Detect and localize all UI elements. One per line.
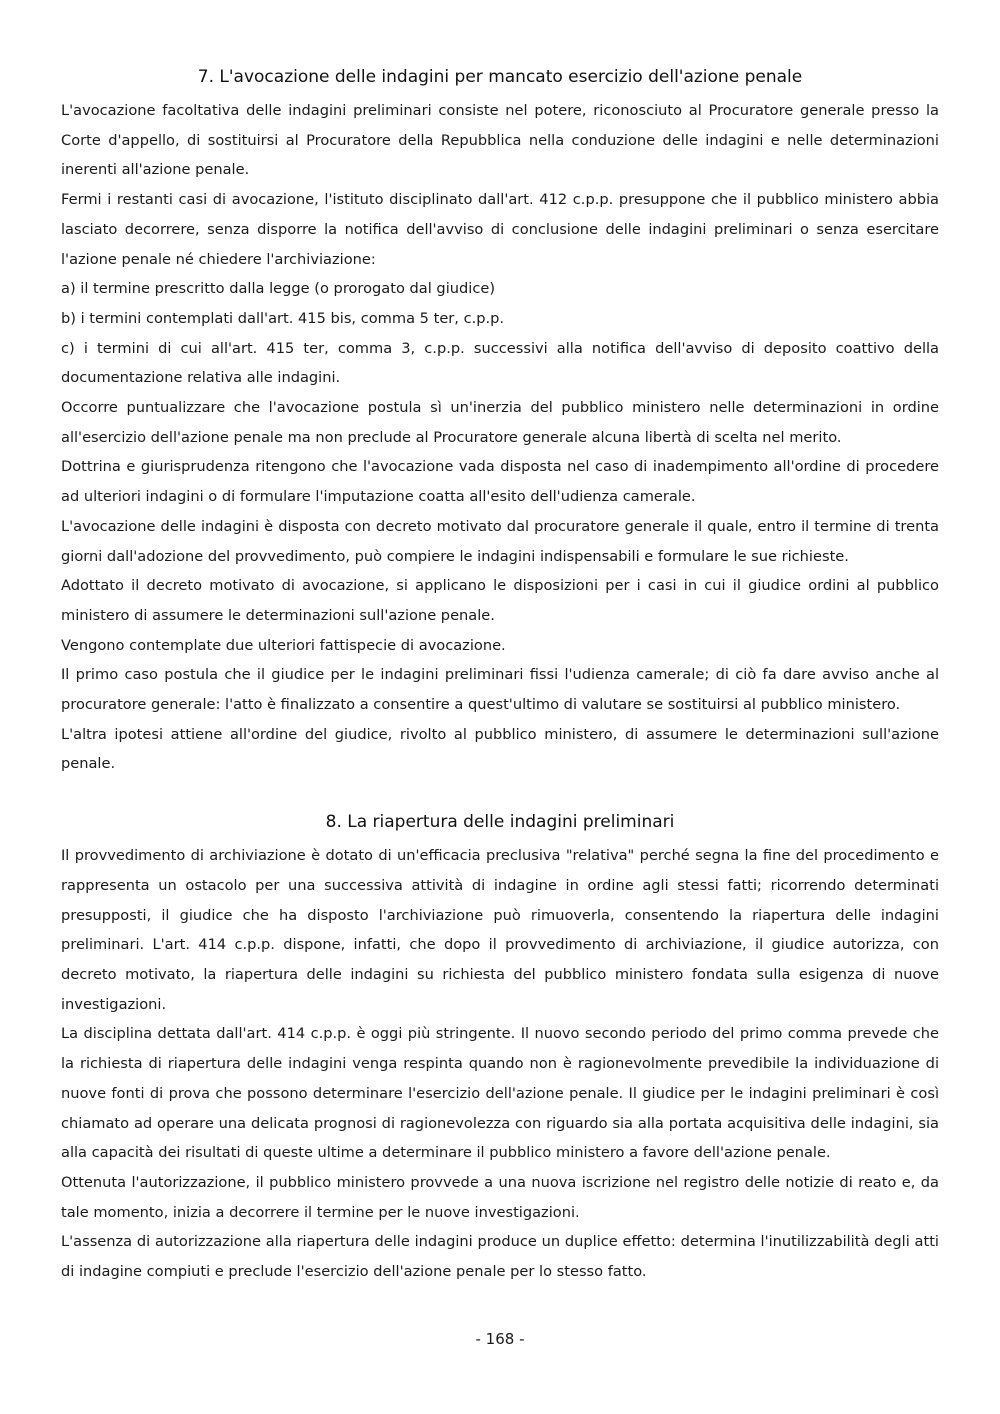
paragraph: Vengono contemplate due ulteriori fattispecie di avocazione.	[61, 636, 506, 654]
paragraph: Occorre puntualizzare che l'avocazione postula sì un'inerzia del pubblico ministero nelle determinazioni in ordine all'esercizio dell'azione penale ma non preclude al Procuratore generale alcuna libertà di scelta nel merito.	[61, 399, 939, 446]
section-7	[61, 64, 939, 779]
paragraph: L'assenza di autorizzazione alla riapertura delle indagini produce un duplice effetto: determina l'inutilizzabilità degli atti di indagine compiuti e preclude l'esercizio dell'azione penale per lo stesso fatto.	[61, 1233, 939, 1281]
paragraph: Fermi i restanti casi di avocazione, l'istituto disciplinato dall'art. 412 c.p.p. presuppone che il pubblico ministero abbia lasciato decorrere, senza disporre la notifica dell'avviso di conclusione delle indagini preliminari o senza esercitare l'azione penale né chiedere l'archiviazione:	[61, 191, 939, 268]
list-item-a: a) il termine prescritto dalla legge (o prorogato dal giudice)	[61, 280, 496, 298]
paragraph: L'altra ipotesi attiene all'ordine del giudice, rivolto al pubblico ministero, di assumere le determinazioni sull'azione penale.	[61, 725, 939, 773]
paragraph: L'avocazione facoltativa delle indagini preliminari consiste nel potere, riconosciuto al Procuratore generale presso la Corte d'appello, di sostituirsi al Procuratore della Repubblica nella conduzione delle indagini e nelle determinazioni inerenti all'azione penale.	[61, 102, 939, 179]
page-number: - 168 -	[475, 1330, 525, 1348]
paragraph: Dottrina e giurisprudenza ritengono che l'avocazione vada disposta nel caso di inadempimento all'ordine di procedere ad ulteriori indagini o di formulare l'imputazione coatta all'esito dell'udienza camerale.	[61, 458, 939, 506]
paragraph: Ottenuta l'autorizzazione, il pubblico ministero provvede a una nuova iscrizione nel registro delle notizie di reato e, da tale momento, inizia a decorrere il termine per le nuove investigazioni.	[61, 1173, 939, 1221]
paragraph: Adottato il decreto motivato di avocazione, si applicano le disposizioni per i casi in cui il giudice ordini al pubblico ministero di assumere le determinazioni sull'azione penale.	[61, 577, 939, 624]
list-item-c: c) i termini di cui all'art. 415 ter, comma 3, c.p.p. successivi alla notifica dell'avviso di deposito coattivo della documentazione relativa alle indagini.	[61, 339, 939, 387]
list-item-b: b) i termini contemplati dall'art. 415 bis, comma 5 ter, c.p.p.	[61, 309, 505, 327]
section-7-title: 7. L'avocazione delle indagini per mancato esercizio dell'azione penale	[197, 67, 803, 87]
paragraph: Il provvedimento di archiviazione è dotato di un'efficacia preclusiva "relativa" perché segna la fine del procedimento e rappresenta un ostacolo per una successiva attività di indagine in ordine agli stessi fatti; ricorrendo determinati presupposti, il giudice che ha disposto l'archiviazione può rimuoverla, consentendo la riapertura delle indagini preliminari. L'art. 414 c.p.p. dispone, infatti, che dopo il provvedimento di archiviazione, il giudice autorizza, con decreto motivato, la riapertura delle indagini su richiesta del pubblico ministero fondata sulla esigenza di nuove investigazioni.	[61, 847, 939, 1013]
section-8-title: 8. La riapertura delle indagini preliminari	[325, 812, 675, 833]
section-8	[61, 809, 939, 1287]
paragraph: L'avocazione delle indagini è disposta con decreto motivato dal procuratore generale il quale, entro il termine di trenta giorni dall'adozione del provvedimento, può compiere le indagini indispensabili e formulare le sue richieste.	[61, 517, 939, 565]
paragraph: La disciplina dettata dall'art. 414 c.p.p. è oggi più stringente. Il nuovo secondo periodo del primo comma prevede che la richiesta di riapertura delle indagini venga respinta quando non è ragionevolmente prevedibile la individuazione di nuove fonti di prova che possono determinare l'esercizio dell'azione penale. Il giudice per le indagini preliminari è così chiamato ad operare una delicata prognosi di ragionevolezza con riguardo sia alla portata acquisitiva delle indagini, sia alla capacità dei risultati di queste ultime a determinare il pubblico ministero a favore dell'azione penale.	[61, 1025, 939, 1162]
paragraph: Il primo caso postula che il giudice per le indagini preliminari fissi l'udienza camerale; di ciò fa dare avviso anche al procuratore generale: l'atto è finalizzato a consentire a quest'ultimo di valutare se sostituirsi al pubblico ministero.	[61, 666, 939, 714]
page-content	[61, 64, 939, 1287]
